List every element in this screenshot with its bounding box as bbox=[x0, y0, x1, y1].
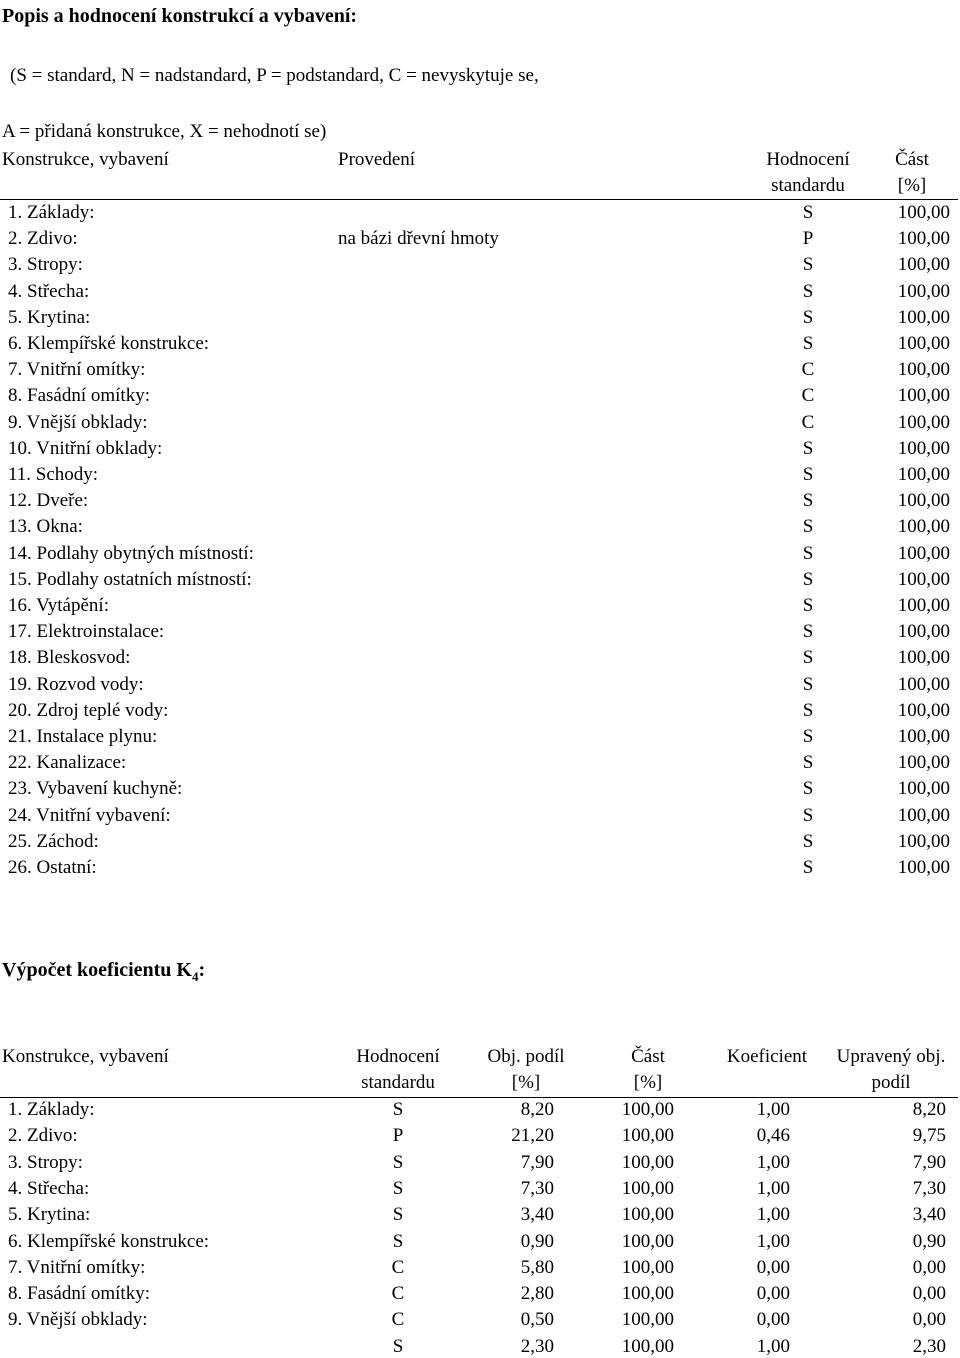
header2-share: Obj. podíl bbox=[487, 1046, 565, 1067]
header2-adjusted: Upravený obj. bbox=[836, 1046, 946, 1067]
row-part: 100,00 bbox=[897, 385, 950, 406]
row2-part: 100,00 bbox=[621, 1152, 674, 1173]
row-rating: S bbox=[802, 516, 814, 537]
row2-rating: S bbox=[392, 1099, 404, 1120]
row-part: 100,00 bbox=[897, 464, 950, 485]
row-part: 100,00 bbox=[897, 202, 950, 223]
row2-coef: 1,00 bbox=[756, 1152, 790, 1173]
row2-coef: 1,00 bbox=[756, 1178, 790, 1199]
row-part: 100,00 bbox=[897, 254, 950, 275]
header2-rating: Hodnocení bbox=[356, 1046, 440, 1067]
row-name: 4. Střecha: bbox=[8, 281, 90, 302]
coefficient-title-main: Výpočet koeficientu K bbox=[2, 959, 192, 981]
row-name: 7. Vnitřní omítky: bbox=[8, 359, 146, 380]
row-rating: S bbox=[802, 281, 814, 302]
row2-rating: C bbox=[391, 1257, 405, 1278]
row-rating: S bbox=[802, 647, 814, 668]
row-rating: S bbox=[802, 569, 814, 590]
row2-share: 0,50 bbox=[520, 1309, 554, 1330]
row2-name: 1. Základy: bbox=[8, 1099, 95, 1120]
row-name: 5. Krytina: bbox=[8, 307, 91, 328]
row-part: 100,00 bbox=[897, 647, 950, 668]
row2-coef: 0,00 bbox=[756, 1309, 790, 1330]
row-rating: S bbox=[802, 254, 814, 275]
row2-adjusted: 0,00 bbox=[912, 1309, 946, 1330]
row2-rating: S bbox=[392, 1152, 404, 1173]
row-part: 100,00 bbox=[897, 805, 950, 826]
row2-coef: 0,46 bbox=[756, 1125, 790, 1146]
row2-adjusted: 0,90 bbox=[912, 1231, 946, 1252]
row-rating: S bbox=[802, 700, 814, 721]
row-name: 1. Základy: bbox=[8, 202, 95, 223]
row-rating: P bbox=[802, 228, 814, 249]
row-name: 25. Záchod: bbox=[8, 831, 99, 852]
row-rating: S bbox=[802, 778, 814, 799]
header2-part: Část bbox=[631, 1046, 665, 1067]
row2-share: 3,40 bbox=[520, 1204, 554, 1225]
row-rating: S bbox=[802, 438, 814, 459]
section-title: Popis a hodnocení konstrukcí a vybavení: bbox=[2, 5, 358, 27]
row-name: 15. Podlahy ostatních místností: bbox=[8, 569, 252, 590]
row-part: 100,00 bbox=[897, 857, 950, 878]
row2-share: 7,90 bbox=[520, 1152, 554, 1173]
row-part: 100,00 bbox=[897, 595, 950, 616]
row-name: 21. Instalace plynu: bbox=[8, 726, 158, 747]
row-name: 8. Fasádní omítky: bbox=[8, 385, 150, 406]
row-name: 22. Kanalizace: bbox=[8, 752, 127, 773]
row-part: 100,00 bbox=[897, 412, 950, 433]
row-rating: S bbox=[802, 333, 814, 354]
row-rating: S bbox=[802, 464, 814, 485]
row-name: 2. Zdivo: bbox=[8, 228, 78, 249]
row2-coef: 1,00 bbox=[756, 1336, 790, 1357]
row-rating: S bbox=[802, 857, 814, 878]
row-name: 16. Vytápění: bbox=[8, 595, 109, 616]
header-construction: Konstrukce, vybavení bbox=[2, 149, 169, 170]
row-execution: na bázi dřevní hmoty bbox=[338, 228, 499, 249]
row2-coef: 1,00 bbox=[756, 1231, 790, 1252]
row-rating: S bbox=[802, 595, 814, 616]
row-part: 100,00 bbox=[897, 831, 950, 852]
row2-part: 100,00 bbox=[621, 1204, 674, 1225]
row2-rating: S bbox=[392, 1204, 404, 1225]
row-part: 100,00 bbox=[897, 516, 950, 537]
legend-line-2: A = přidaná konstrukce, X = nehodnotí se) bbox=[2, 121, 327, 142]
row-rating: C bbox=[801, 412, 815, 433]
header2-share-2: [%] bbox=[511, 1072, 541, 1093]
row-rating: S bbox=[802, 831, 814, 852]
row-name: 12. Dveře: bbox=[8, 490, 89, 511]
row-part: 100,00 bbox=[897, 359, 950, 380]
row2-part: 100,00 bbox=[621, 1231, 674, 1252]
header-part: Část bbox=[895, 149, 929, 170]
row2-coef: 0,00 bbox=[756, 1257, 790, 1278]
row2-name: 7. Vnitřní omítky: bbox=[8, 1257, 146, 1278]
row-part: 100,00 bbox=[897, 752, 950, 773]
header2-part-2: [%] bbox=[633, 1072, 663, 1093]
row2-coef: 1,00 bbox=[756, 1099, 790, 1120]
row-name: 6. Klempířské konstrukce: bbox=[8, 333, 210, 354]
row-rating: S bbox=[802, 805, 814, 826]
row2-adjusted: 0,00 bbox=[912, 1257, 946, 1278]
row2-share: 0,90 bbox=[520, 1231, 554, 1252]
row2-share: 5,80 bbox=[520, 1257, 554, 1278]
row2-part: 100,00 bbox=[621, 1257, 674, 1278]
row-rating: S bbox=[802, 621, 814, 642]
row2-adjusted: 9,75 bbox=[912, 1125, 946, 1146]
row-part: 100,00 bbox=[897, 438, 950, 459]
row-part: 100,00 bbox=[897, 674, 950, 695]
row-name: 13. Okna: bbox=[8, 516, 83, 537]
row-name: 20. Zdroj teplé vody: bbox=[8, 700, 169, 721]
header-rating: Hodnocení bbox=[766, 149, 850, 170]
row-name: 17. Elektroinstalace: bbox=[8, 621, 165, 642]
row-name: 23. Vybavení kuchyně: bbox=[8, 778, 183, 799]
row2-rating: C bbox=[391, 1309, 405, 1330]
row2-name: 6. Klempířské konstrukce: bbox=[8, 1231, 210, 1252]
row-name: 24. Vnitřní vybavení: bbox=[8, 805, 171, 826]
row2-name: 8. Fasádní omítky: bbox=[8, 1283, 150, 1304]
row2-part: 100,00 bbox=[621, 1099, 674, 1120]
row2-part: 100,00 bbox=[621, 1283, 674, 1304]
row-name: 3. Stropy: bbox=[8, 254, 83, 275]
row-part: 100,00 bbox=[897, 281, 950, 302]
header-part-2: [%] bbox=[897, 175, 927, 196]
row2-coef: 1,00 bbox=[756, 1204, 790, 1225]
row-part: 100,00 bbox=[897, 333, 950, 354]
row2-adjusted: 3,40 bbox=[912, 1204, 946, 1225]
header-divider bbox=[0, 199, 958, 200]
row2-adjusted: 7,90 bbox=[912, 1152, 946, 1173]
row-rating: S bbox=[802, 202, 814, 223]
header2-construction: Konstrukce, vybavení bbox=[2, 1046, 169, 1067]
row-name: 26. Ostatní: bbox=[8, 857, 97, 878]
header-execution: Provedení bbox=[338, 149, 416, 170]
row-part: 100,00 bbox=[897, 490, 950, 511]
row2-share: 2,30 bbox=[520, 1336, 554, 1357]
row-rating: S bbox=[802, 752, 814, 773]
row-part: 100,00 bbox=[897, 228, 950, 249]
row2-part: 100,00 bbox=[621, 1309, 674, 1330]
coefficient-title bbox=[2, 960, 205, 983]
coefficient-title-end: : bbox=[198, 959, 206, 981]
row-part: 100,00 bbox=[897, 726, 950, 747]
row2-share: 2,80 bbox=[520, 1283, 554, 1304]
header2-divider bbox=[0, 1097, 958, 1098]
header2-rating-2: standardu bbox=[361, 1072, 435, 1093]
row2-part: 100,00 bbox=[621, 1125, 674, 1146]
row2-share: 21,20 bbox=[511, 1125, 554, 1146]
row2-name: 3. Stropy: bbox=[8, 1152, 83, 1173]
row-rating: S bbox=[802, 674, 814, 695]
row-name: 18. Bleskosvod: bbox=[8, 647, 131, 668]
row2-part: 100,00 bbox=[621, 1336, 674, 1357]
row-part: 100,00 bbox=[897, 307, 950, 328]
row-rating: C bbox=[801, 385, 815, 406]
row-rating: S bbox=[802, 307, 814, 328]
row2-name: 2. Zdivo: bbox=[8, 1125, 78, 1146]
row2-part: 100,00 bbox=[621, 1178, 674, 1199]
coefficient-title-sub: 4 bbox=[191, 969, 199, 984]
header2-adjusted-2: podíl bbox=[871, 1072, 911, 1093]
row-name: 11. Schody: bbox=[8, 464, 99, 485]
row-name: 10. Vnitřní obklady: bbox=[8, 438, 163, 459]
row2-adjusted: 8,20 bbox=[912, 1099, 946, 1120]
row2-share: 7,30 bbox=[520, 1178, 554, 1199]
row-part: 100,00 bbox=[897, 543, 950, 564]
row-part: 100,00 bbox=[897, 569, 950, 590]
row2-name: 5. Krytina: bbox=[8, 1204, 91, 1225]
row2-adjusted: 0,00 bbox=[912, 1283, 946, 1304]
row-rating: S bbox=[802, 543, 814, 564]
header-rating-2: standardu bbox=[771, 175, 845, 196]
row2-adjusted: 7,30 bbox=[912, 1178, 946, 1199]
row-rating: C bbox=[801, 359, 815, 380]
row-name: 9. Vnější obklady: bbox=[8, 412, 148, 433]
row2-coef: 0,00 bbox=[756, 1283, 790, 1304]
row-rating: S bbox=[802, 726, 814, 747]
row-part: 100,00 bbox=[897, 621, 950, 642]
row-rating: S bbox=[802, 490, 814, 511]
header2-coef: Koeficient bbox=[726, 1046, 808, 1067]
row2-name: 9. Vnější obklady: bbox=[8, 1309, 148, 1330]
row-part: 100,00 bbox=[897, 778, 950, 799]
row-name: 14. Podlahy obytných místností: bbox=[8, 543, 254, 564]
row2-rating: C bbox=[391, 1283, 405, 1304]
row2-share: 8,20 bbox=[520, 1099, 554, 1120]
row2-rating: S bbox=[392, 1231, 404, 1252]
row2-rating: P bbox=[392, 1125, 404, 1146]
legend-line-1: (S = standard, N = nadstandard, P = podstandard, C = nevyskytuje se, bbox=[10, 65, 539, 86]
row2-name: 4. Střecha: bbox=[8, 1178, 90, 1199]
row2-rating: S bbox=[392, 1336, 404, 1357]
row-name: 19. Rozvod vody: bbox=[8, 674, 144, 695]
row-part: 100,00 bbox=[897, 700, 950, 721]
row2-rating: S bbox=[392, 1178, 404, 1199]
row2-adjusted: 2,30 bbox=[912, 1336, 946, 1357]
